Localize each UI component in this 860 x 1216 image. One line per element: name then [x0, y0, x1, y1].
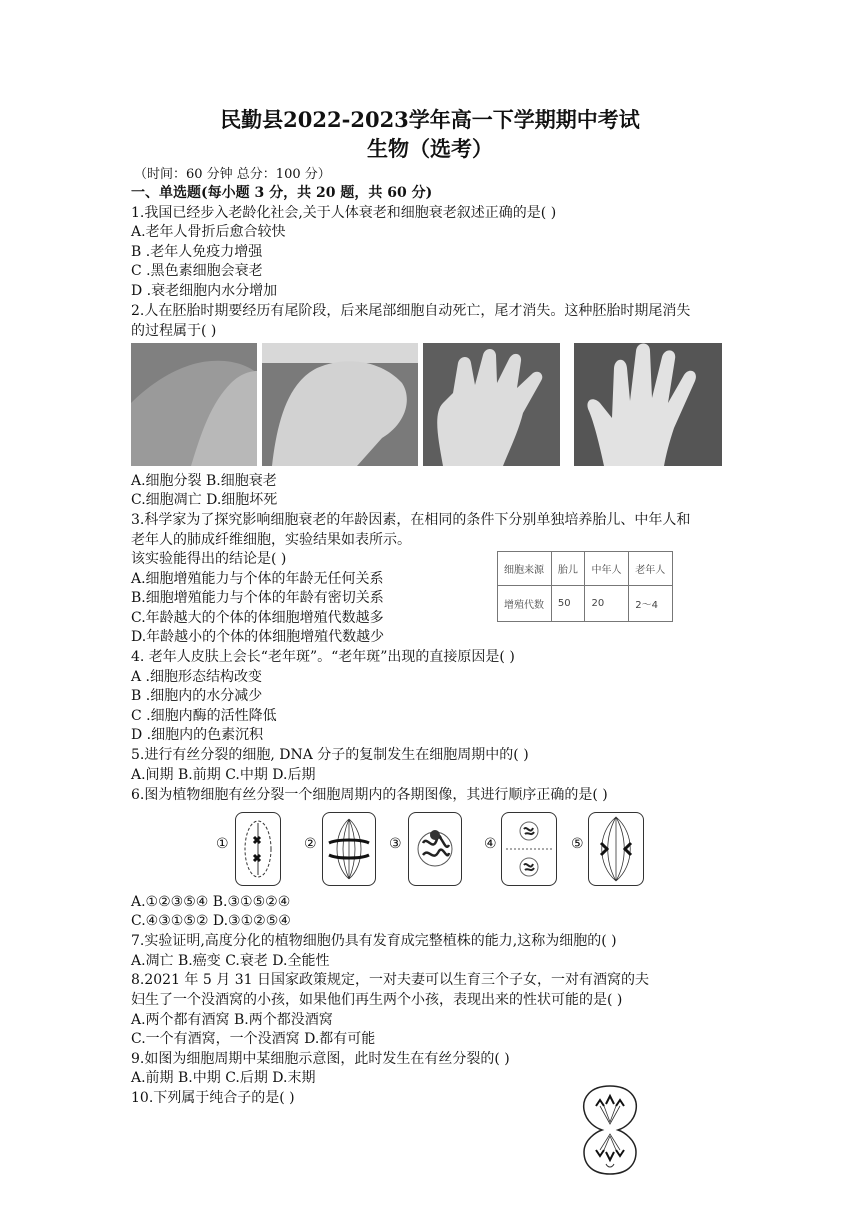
- table-cell-elderly: 2～4: [629, 586, 673, 622]
- mitosis-cell-2: [322, 812, 376, 886]
- cell-label-4: ④: [484, 836, 497, 852]
- q5-options: A.间期 B.前期 C.中期 D.后期: [131, 767, 316, 783]
- q8-options-cd: C.一个有酒窝，一个没酒窝 D.都有可能: [131, 1031, 376, 1047]
- cell-label-2: ②: [304, 836, 317, 852]
- cell-label-5: ⑤: [571, 836, 584, 852]
- q5-stem: 5.进行有丝分裂的细胞, DNA 分子的复制发生在细胞周期中的( ): [131, 747, 529, 763]
- anaphase-cell-diagram: [576, 1084, 644, 1176]
- mitosis-cell-5: [588, 812, 644, 886]
- q7-options: A.凋亡 B.癌变 C.衰老 D.全能性: [131, 953, 330, 969]
- q7-stem: 7.实验证明,高度分化的植物细胞仍具有发育成完整植株的能力,这称为细胞的( ): [131, 933, 617, 949]
- q4-stem: 4. 老年人皮肤上会长“老年斑”。“老年斑”出现的直接原因是( ): [131, 649, 515, 665]
- q3-option-a: A.细胞增殖能力与个体的年龄无任何关系: [131, 571, 384, 587]
- q9-options: A.前期 B.中期 C.后期 D.末期: [131, 1070, 316, 1086]
- table-row-label: 增殖代数: [498, 586, 552, 622]
- mitosis-cell-1: [235, 812, 281, 886]
- q9-stem: 9.如图为细胞周期中某细胞示意图，此时发生在有丝分裂的( ): [131, 1051, 510, 1067]
- q3-option-c: C.年龄越大的个体的体细胞增殖代数越多: [131, 610, 384, 626]
- q3-option-b: B.细胞增殖能力与个体的年龄有密切关系: [131, 590, 384, 606]
- q3-stem-line3: 该实验能得出的结论是( ): [131, 551, 287, 567]
- q4-option-a: A .细胞形态结构改变: [131, 669, 263, 685]
- cell-label-1: ①: [216, 836, 229, 852]
- q1-option-d: D .衰老细胞内水分增加: [131, 283, 278, 299]
- q8-stem-line1: 8.2021 年 5 月 31 日国家政策规定，一对夫妻可以生育三个子女，一对有酒窝的夫: [131, 972, 649, 988]
- table-cell-middle-aged: 20: [585, 586, 629, 622]
- q3-stem-line2: 老年人的肺成纤维细胞，实验结果如表所示。: [131, 532, 411, 548]
- q1-option-b: B .老年人免疫力增强: [131, 244, 263, 260]
- mitosis-cell-4: [501, 812, 557, 886]
- embryo-hand-image-4: [574, 343, 722, 466]
- embryo-hand-image-2: [262, 343, 418, 466]
- q3-data-table: [497, 551, 673, 622]
- exam-meta: （时间：60 分钟 总分：100 分）: [134, 167, 331, 182]
- page-title: 民勤县2022-2023学年高一下学期期中考试: [220, 107, 640, 132]
- q2-stem-line2: 的过程属于( ): [131, 323, 217, 339]
- table-cell-fetus: 50: [551, 586, 585, 622]
- embryo-hand-image-3: [423, 343, 560, 466]
- cell-label-3: ③: [389, 836, 402, 852]
- table-header-fetus: 胎儿: [551, 552, 585, 586]
- q8-stem-line2: 妇生了一个没酒窝的小孩，如果他们再生两个小孩，表现出来的性状可能的是( ): [131, 992, 623, 1008]
- q6-options-ab: A.①②③⑤④ B.③①⑤②④: [131, 894, 291, 910]
- q2-options-cd: C.细胞凋亡 D.细胞坏死: [131, 492, 278, 508]
- table-header-middle-aged: 中年人: [585, 552, 629, 586]
- q1-option-c: C .黑色素细胞会衰老: [131, 263, 263, 279]
- q2-options-ab: A.细胞分裂 B.细胞衰老: [131, 473, 277, 489]
- section-heading: 一、单选题(每小题 3 分，共 20 题，共 60 分): [131, 185, 433, 201]
- page-subtitle: 生物（选考）: [367, 136, 493, 161]
- q2-stem-line1: 2.人在胚胎时期要经历有尾阶段，后来尾部细胞自动死亡，尾才消失。这种胚胎时期尾消失: [131, 303, 691, 319]
- q4-option-b: B .细胞内的水分减少: [131, 688, 263, 704]
- table-header-elderly: 老年人: [629, 552, 673, 586]
- embryo-hand-image-1: [131, 343, 257, 466]
- q1-option-a: A.老年人骨折后愈合较快: [131, 224, 286, 240]
- table-header-source: 细胞来源: [498, 552, 552, 586]
- q8-options-ab: A.两个都有酒窝 B.两个都没酒窝: [131, 1012, 333, 1028]
- mitosis-cell-3: [408, 812, 462, 886]
- q6-options-cd: C.④③①⑤② D.③①②⑤④: [131, 913, 291, 929]
- q3-stem-line1: 3.科学家为了探究影响细胞衰老的年龄因素，在相同的条件下分别单独培养胎儿、中年人和: [131, 512, 691, 528]
- q10-stem: 10.下列属于纯合子的是( ): [131, 1090, 295, 1106]
- q4-option-d: D .细胞内的色素沉积: [131, 727, 264, 743]
- q4-option-c: C .细胞内酶的活性降低: [131, 708, 277, 724]
- q6-stem: 6.图为植物细胞有丝分裂一个细胞周期内的各期图像，其进行顺序正确的是( ): [131, 787, 608, 803]
- q1-stem: 1.我国已经步入老龄化社会,关于人体衰老和细胞衰老叙述正确的是( ): [131, 205, 557, 221]
- q3-option-d: D.年龄越小的个体的体细胞增殖代数越少: [131, 629, 385, 645]
